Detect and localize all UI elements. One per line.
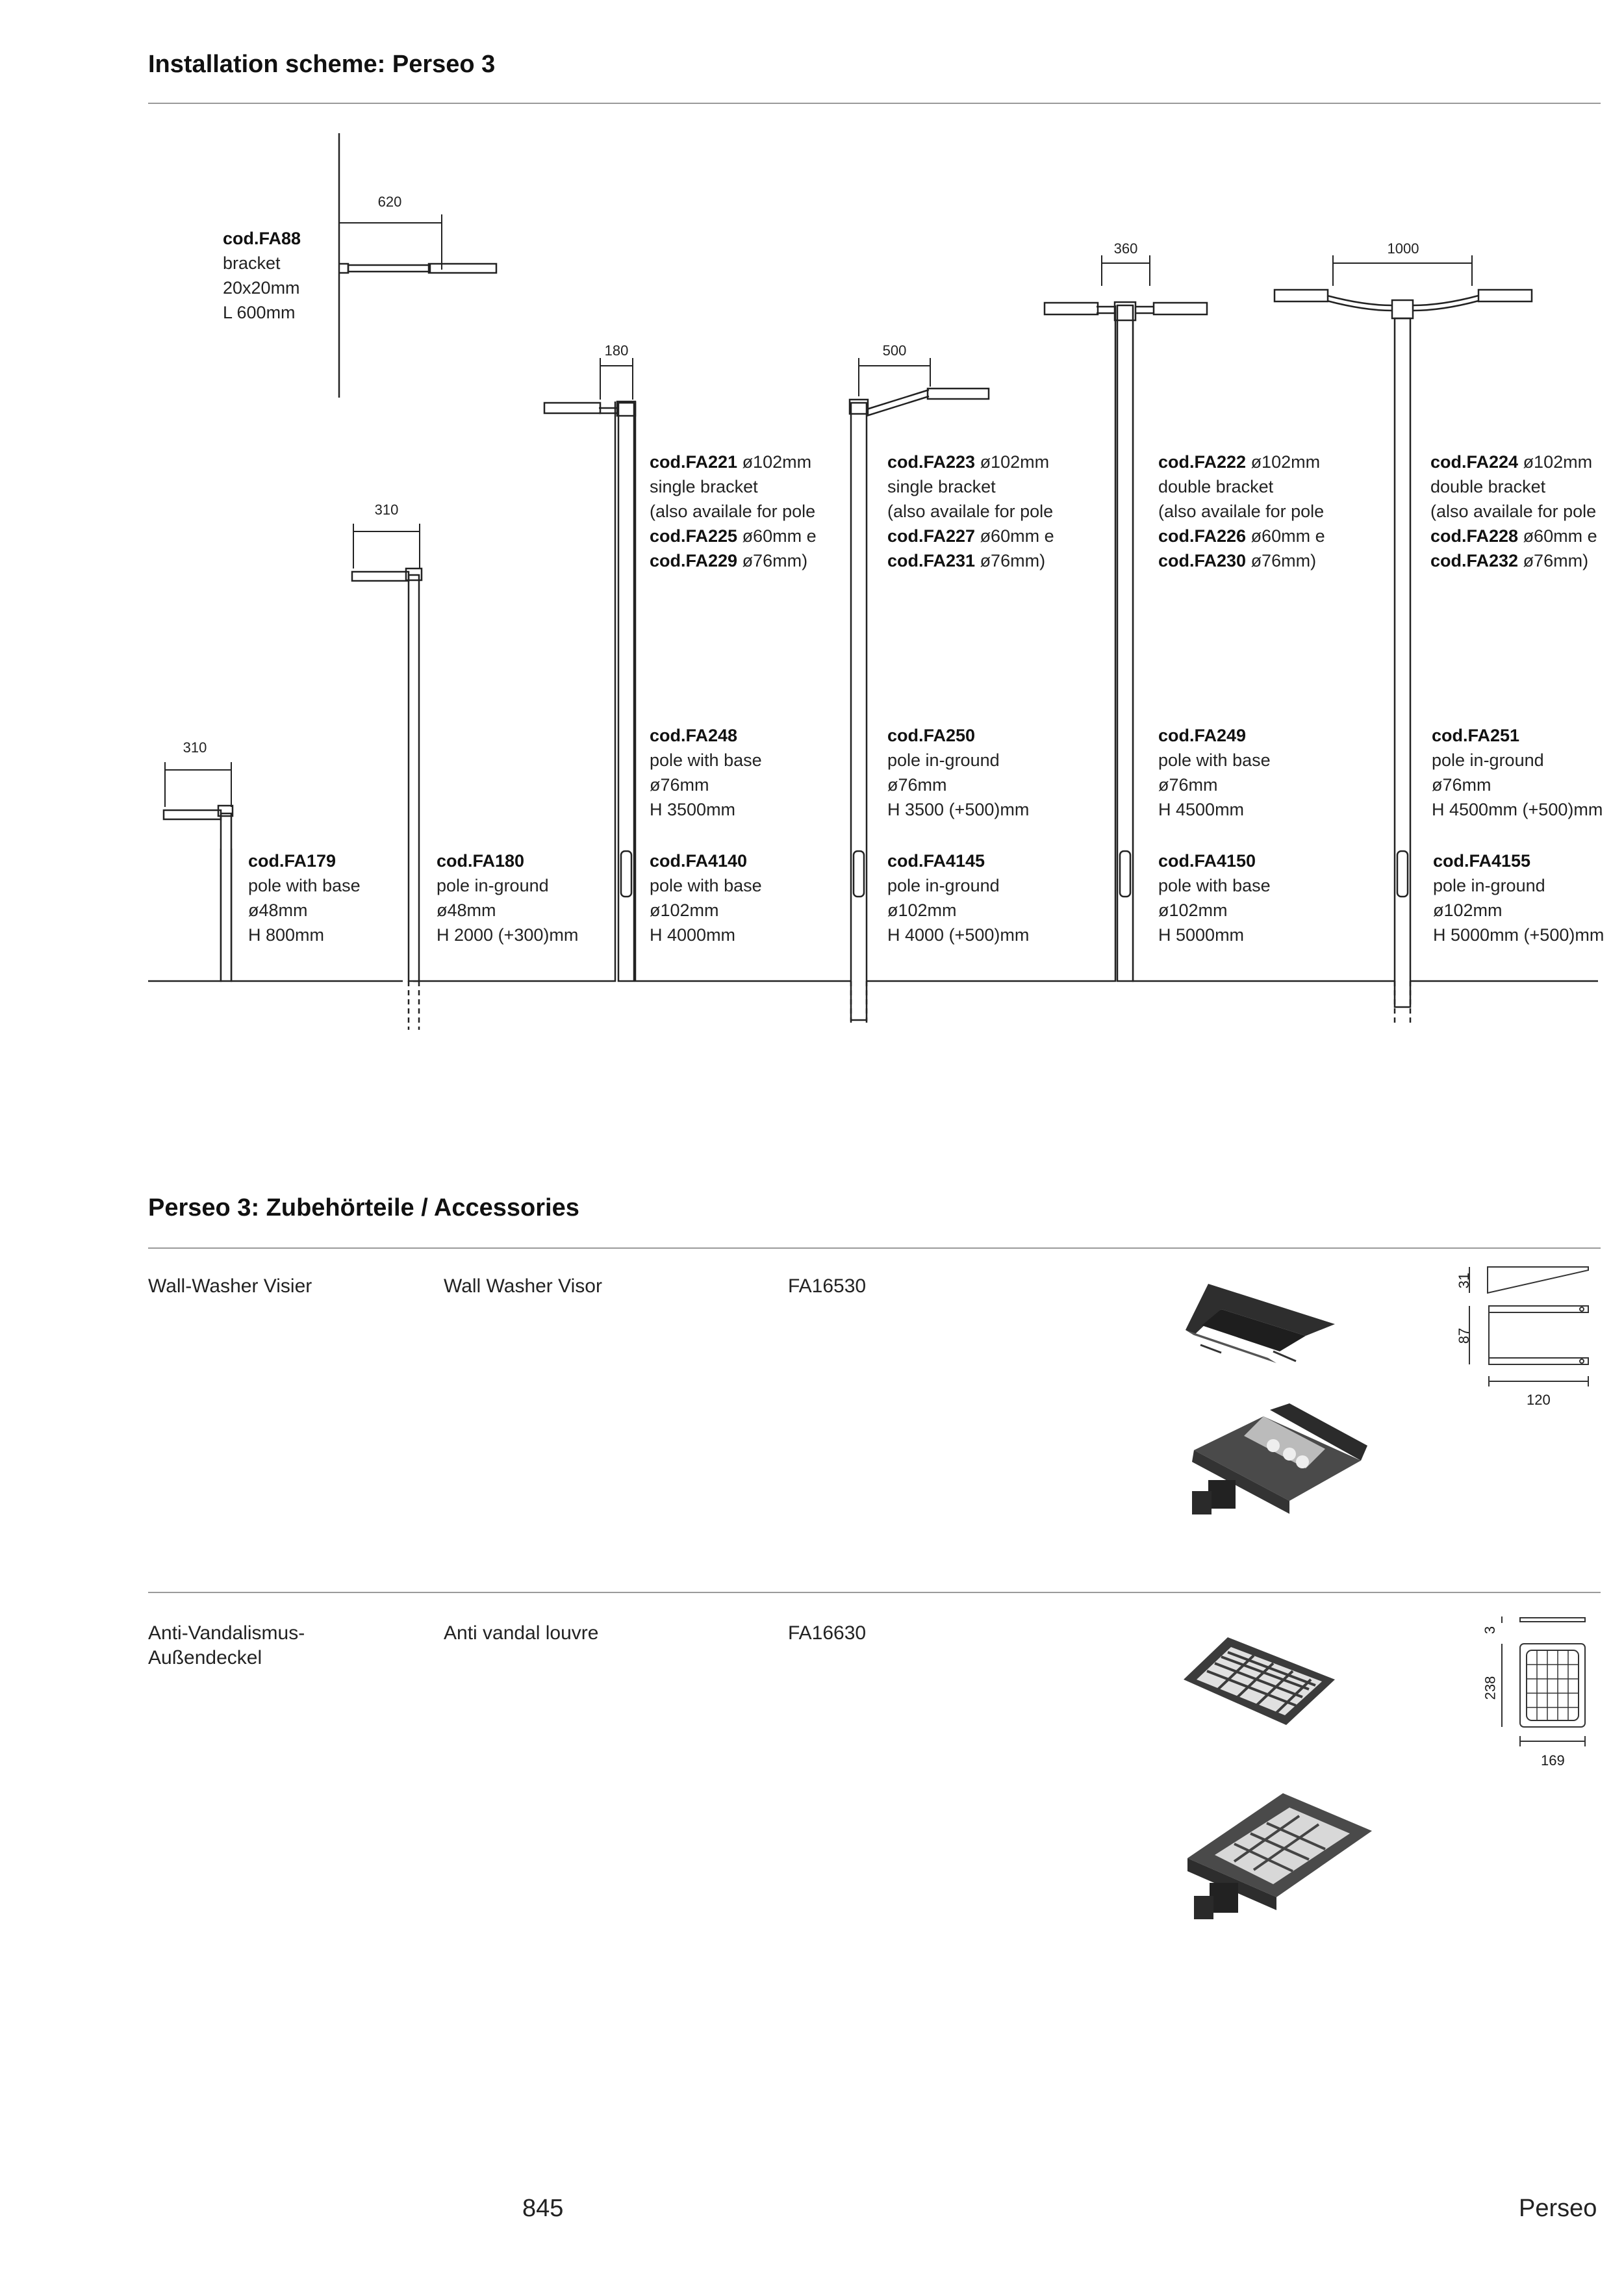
label-fa223: cod.FA223 ø102mm single bracket (also availale for pole cod.FA227 ø60mm e cod.FA231 ø76mm) — [887, 452, 1054, 570]
label-fa251: cod.FA251 pole in-ground ø76mm H 4500mm (+500)mm — [1432, 726, 1603, 819]
label-fa224: cod.FA224 ø102mm double bracket (also availale for pole cod.FA228 ø60mm e cod.FA232 ø76mm) — [1430, 452, 1597, 570]
label-fa222: cod.FA222 ø102mm double bracket (also availale for pole cod.FA226 ø60mm e cod.FA230 ø76mm) — [1158, 452, 1325, 570]
label-fa249: cod.FA249 pole with base ø76mm H 4500mm — [1158, 726, 1271, 819]
louvre-dim-169: 169 — [1541, 1752, 1565, 1769]
fa224-luminaire-right — [1478, 290, 1532, 301]
visor-dim-87: 87 — [1456, 1327, 1473, 1344]
louvre-product-image — [1184, 1637, 1335, 1725]
label-fa250: cod.FA250 pole in-ground ø76mm H 3500 (+500)mm — [887, 726, 1030, 819]
label-fa248: cod.FA248 pole with base ø76mm H 3500mm — [650, 726, 762, 819]
accessory-2-name-en: Anti vandal louvre — [444, 1622, 599, 1644]
fa221-luminaire — [544, 403, 600, 413]
fa179-pole — [221, 813, 231, 981]
dim-180: 180 — [604, 342, 629, 359]
section-title-installation: Installation scheme: Perseo 3 — [148, 51, 496, 78]
visor-dim-31: 31 — [1456, 1272, 1473, 1289]
section-divider — [148, 1247, 1601, 1249]
louvre-dimension-drawing — [1502, 1616, 1585, 1746]
accessory-divider — [148, 1592, 1601, 1593]
label-fa4155: cod.FA4155 pole in-ground ø102mm H 5000mm (+500)mm — [1433, 851, 1605, 945]
dim-310-fa180: 310 — [374, 502, 399, 518]
label-fa179: cod.FA179 pole with base ø48mm H 800mm — [248, 851, 361, 945]
page-number: 845 — [522, 2195, 564, 2222]
visor-dim-120: 120 — [1527, 1392, 1551, 1408]
section-title-accessories: Perseo 3: Zubehörteile / Accessories — [148, 1194, 579, 1221]
fa222-luminaire-right — [1154, 303, 1207, 314]
fa224-luminaire-left — [1275, 290, 1328, 301]
fa88-bracket — [348, 265, 430, 272]
fa180-luminaire — [352, 572, 409, 581]
accessory-1-name-de: Wall-Washer Visier — [148, 1275, 312, 1297]
visor-mounted-product-image — [1192, 1403, 1367, 1514]
fa180-pole — [409, 575, 419, 981]
dim-310-fa179: 310 — [183, 739, 207, 756]
fa223-luminaire — [928, 389, 989, 399]
dim-500: 500 — [882, 342, 907, 359]
fa4145-pole — [851, 403, 867, 1020]
fa179-luminaire — [164, 810, 221, 819]
accessory-1-code: FA16530 — [788, 1275, 867, 1297]
label-fa221: cod.FA221 ø102mm single bracket (also availale for pole cod.FA225 ø60mm e cod.FA229 ø76mm) — [650, 452, 817, 570]
visor-dimension-drawing — [1469, 1267, 1588, 1386]
fa88-luminaire — [429, 264, 496, 273]
footer-product-name: Perseo — [1519, 2195, 1597, 2222]
accessory-1-name-en: Wall Washer Visor — [444, 1275, 602, 1297]
accessory-2-code: FA16630 — [788, 1622, 867, 1644]
label-fa4140: cod.FA4140 pole with base ø102mm H 4000mm — [650, 851, 762, 945]
louvre-dim-238: 238 — [1482, 1676, 1499, 1700]
fa4155-pole — [1395, 318, 1410, 1007]
label-fa180: cod.FA180 pole in-ground ø48mm H 2000 (+300)mm — [437, 851, 579, 945]
visor-product-image — [1186, 1284, 1335, 1363]
dim-620: 620 — [377, 194, 402, 210]
louvre-mounted-product-image — [1187, 1793, 1372, 1919]
fa222-luminaire-left — [1045, 303, 1098, 314]
dim-360: 360 — [1113, 240, 1138, 257]
dim-1000: 1000 — [1387, 240, 1419, 257]
label-fa88: cod.FA88 bracket 20x20mm L 600mm — [223, 229, 301, 322]
label-fa4145: cod.FA4145 pole in-ground ø102mm H 4000 (+500)mm — [887, 851, 1030, 945]
accessory-2-name-de: Anti-Vandalismus- Außendeckel — [148, 1622, 305, 1668]
label-fa4150: cod.FA4150 pole with base ø102mm H 5000mm — [1158, 851, 1271, 945]
louvre-dim-3: 3 — [1482, 1626, 1499, 1635]
